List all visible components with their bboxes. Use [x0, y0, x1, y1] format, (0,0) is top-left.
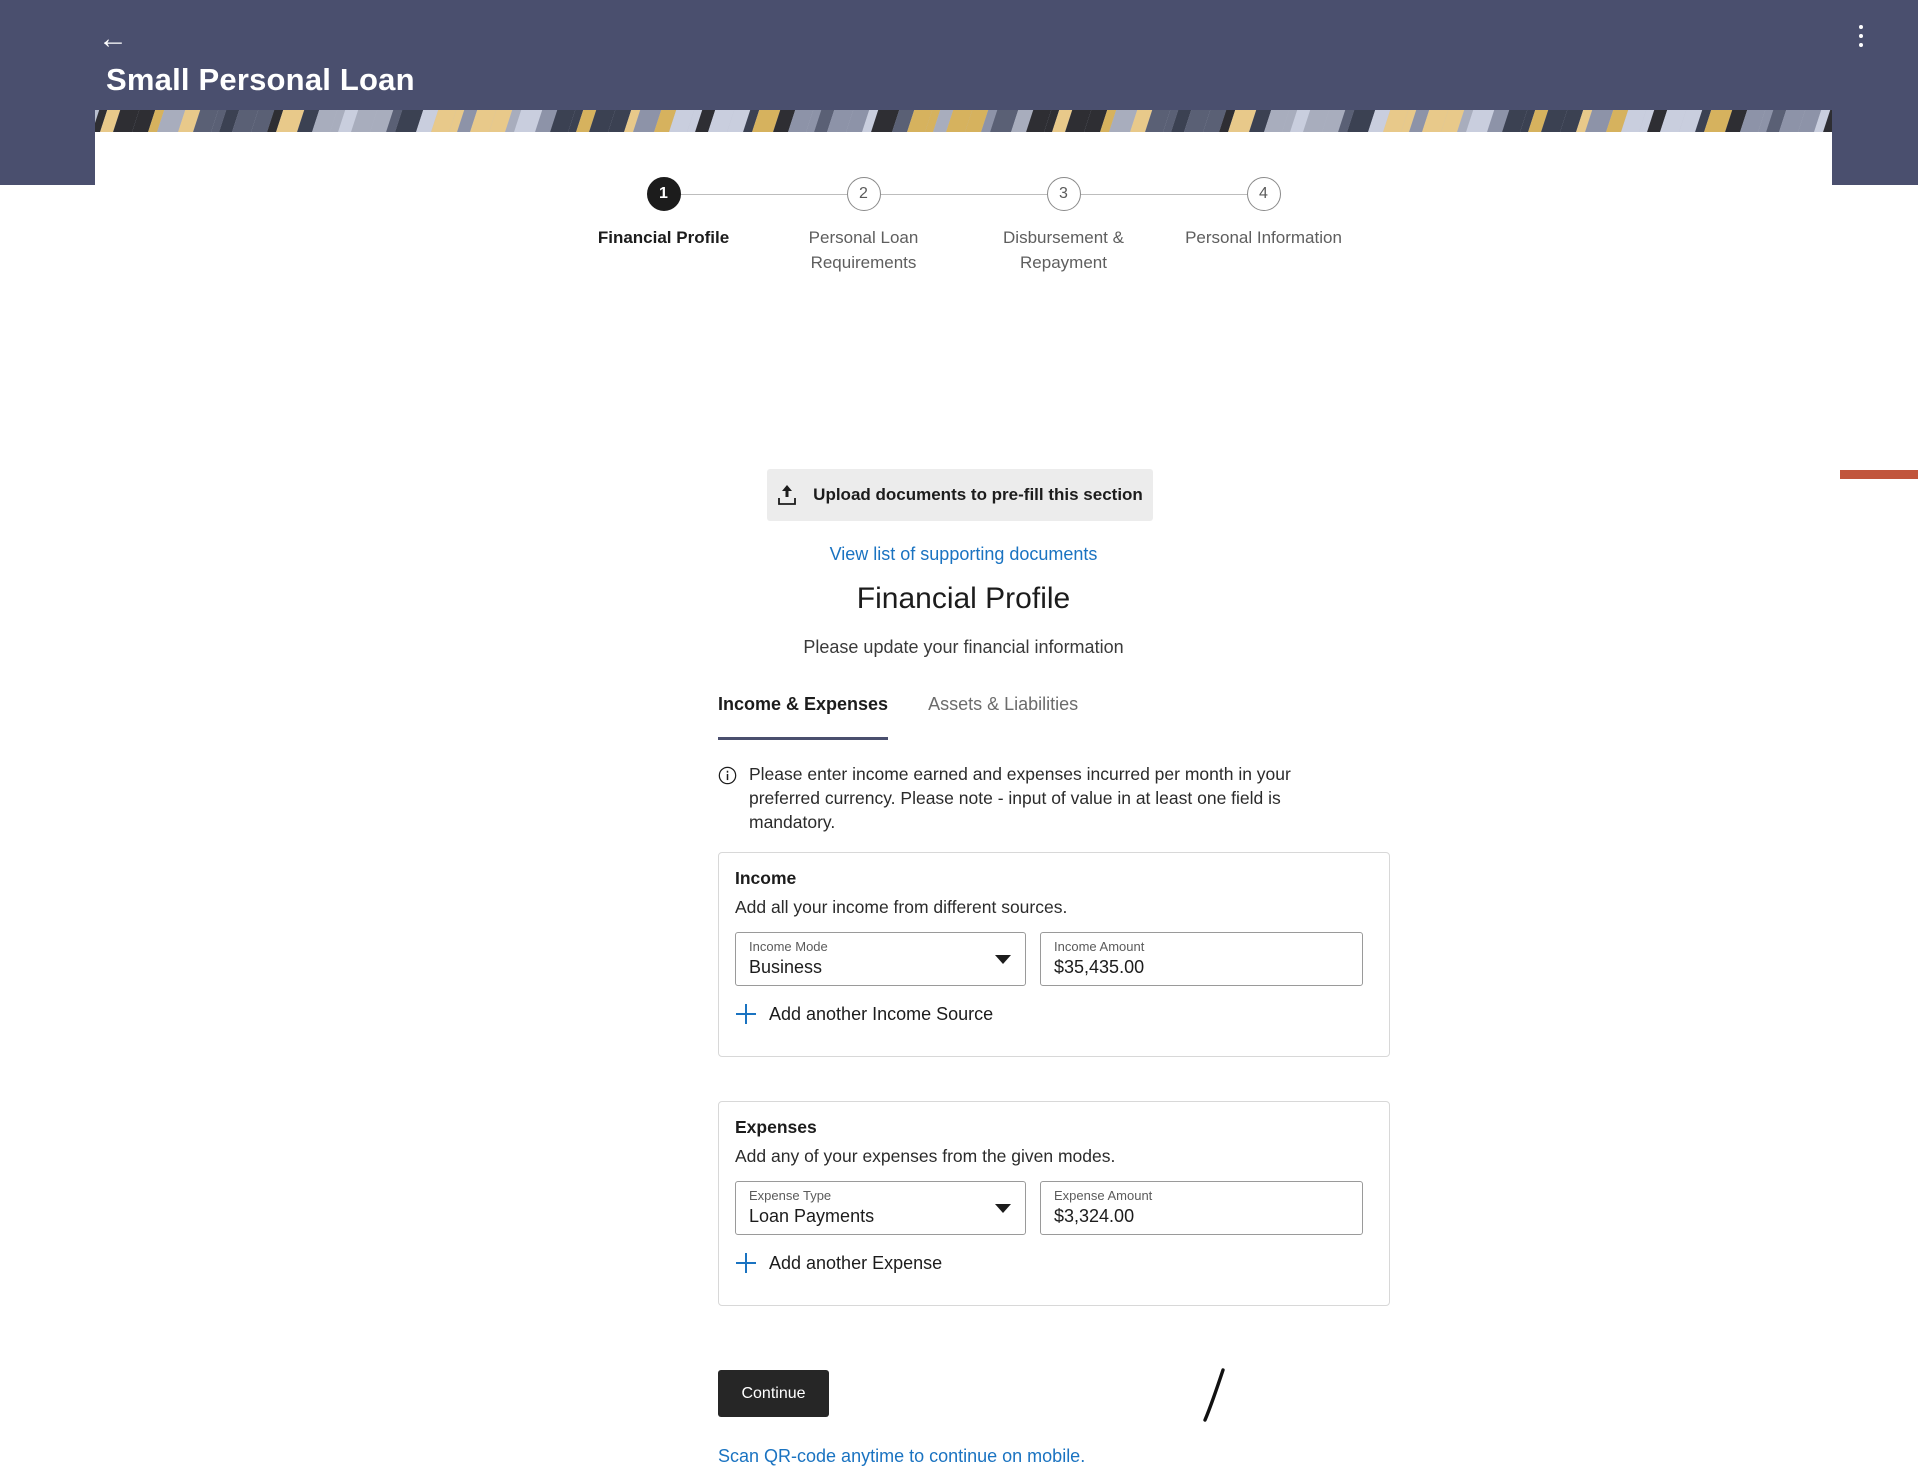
continue-button[interactable]: Continue [718, 1370, 829, 1417]
tab-income-expenses[interactable]: Income & Expenses [718, 694, 888, 740]
edge-accent-bar [1840, 470, 1920, 479]
plus-icon [735, 1003, 757, 1025]
upload-documents-label: Upload documents to pre-fill this section [813, 485, 1143, 504]
step-3-label: Disbursement & Repayment [1003, 228, 1124, 272]
tab-bar [718, 694, 1418, 740]
plus-icon [735, 1252, 757, 1274]
section-subtitle: Please update your financial information [803, 637, 1124, 657]
step-2[interactable] [764, 177, 964, 275]
progress-stepper [95, 177, 1832, 275]
income-panel-title: Income [735, 868, 797, 888]
income-mode-label: Income Mode [749, 939, 828, 954]
kebab-menu-icon[interactable] [1849, 20, 1873, 56]
income-amount-label: Income Amount [1054, 939, 1145, 954]
page-title: Small Personal Loan [106, 62, 415, 97]
add-income-source-button[interactable] [735, 1003, 993, 1025]
add-expense-label: Add another Expense [769, 1252, 943, 1273]
step-connector-1 [681, 194, 847, 195]
add-expense-button[interactable] [735, 1252, 942, 1274]
form-card [95, 132, 1832, 1473]
step-4-number: 4 [1247, 177, 1281, 211]
income-amount-input[interactable] [1040, 932, 1363, 986]
income-amount-value: $35,435.00 [1054, 957, 1145, 977]
upload-documents-button[interactable] [767, 469, 1153, 521]
info-note [718, 762, 1348, 834]
expense-amount-value: $3,324.00 [1054, 1206, 1135, 1226]
tab-assets-liabilities[interactable]: Assets & Liabilities [928, 694, 1079, 714]
info-icon [718, 766, 737, 785]
upload-icon [777, 484, 797, 506]
income-mode-select[interactable] [735, 932, 1026, 986]
step-2-number: 2 [847, 177, 881, 211]
add-income-source-label: Add another Income Source [769, 1003, 994, 1024]
step-connector-2 [881, 194, 1047, 195]
expenses-panel [718, 1101, 1390, 1306]
step-1-number: 1 [647, 177, 681, 211]
chevron-down-icon[interactable] [995, 955, 1011, 964]
step-connector-3 [1081, 194, 1247, 195]
step-3[interactable] [964, 177, 1164, 275]
supporting-documents-link[interactable]: View list of supporting documents [829, 544, 1098, 564]
income-panel-subtitle: Add all your income from different sources. [735, 897, 1068, 917]
step-4-label: Personal Information [1185, 228, 1342, 247]
expense-amount-label: Expense Amount [1054, 1188, 1153, 1203]
back-arrow-icon[interactable]: ← [98, 22, 128, 55]
step-3-number: 3 [1047, 177, 1081, 211]
chevron-down-icon[interactable] [995, 1204, 1011, 1213]
info-note-text: Please enter income earned and expenses incurred per month in your preferred currency. Please note - input of value in at least one field is mandatory. [749, 764, 1291, 832]
expense-amount-input[interactable] [1040, 1181, 1363, 1235]
expenses-panel-title: Expenses [735, 1117, 817, 1137]
income-panel [718, 852, 1390, 1057]
expenses-panel-subtitle: Add any of your expenses from the given modes. [735, 1146, 1116, 1166]
step-2-label: Personal Loan Requirements [808, 228, 919, 272]
expense-type-value: Loan Payments [749, 1206, 875, 1226]
expense-type-label: Expense Type [749, 1188, 832, 1203]
step-1[interactable] [564, 177, 764, 275]
step-4[interactable] [1164, 177, 1364, 275]
income-mode-value: Business [749, 957, 823, 977]
cursor-pointer-icon [1195, 1366, 1235, 1426]
expense-type-select[interactable] [735, 1181, 1026, 1235]
scan-qr-link[interactable]: Scan QR-code anytime to continue on mobile. [718, 1446, 1086, 1466]
step-1-label: Financial Profile [597, 228, 730, 247]
section-title: Financial Profile [856, 582, 1071, 615]
